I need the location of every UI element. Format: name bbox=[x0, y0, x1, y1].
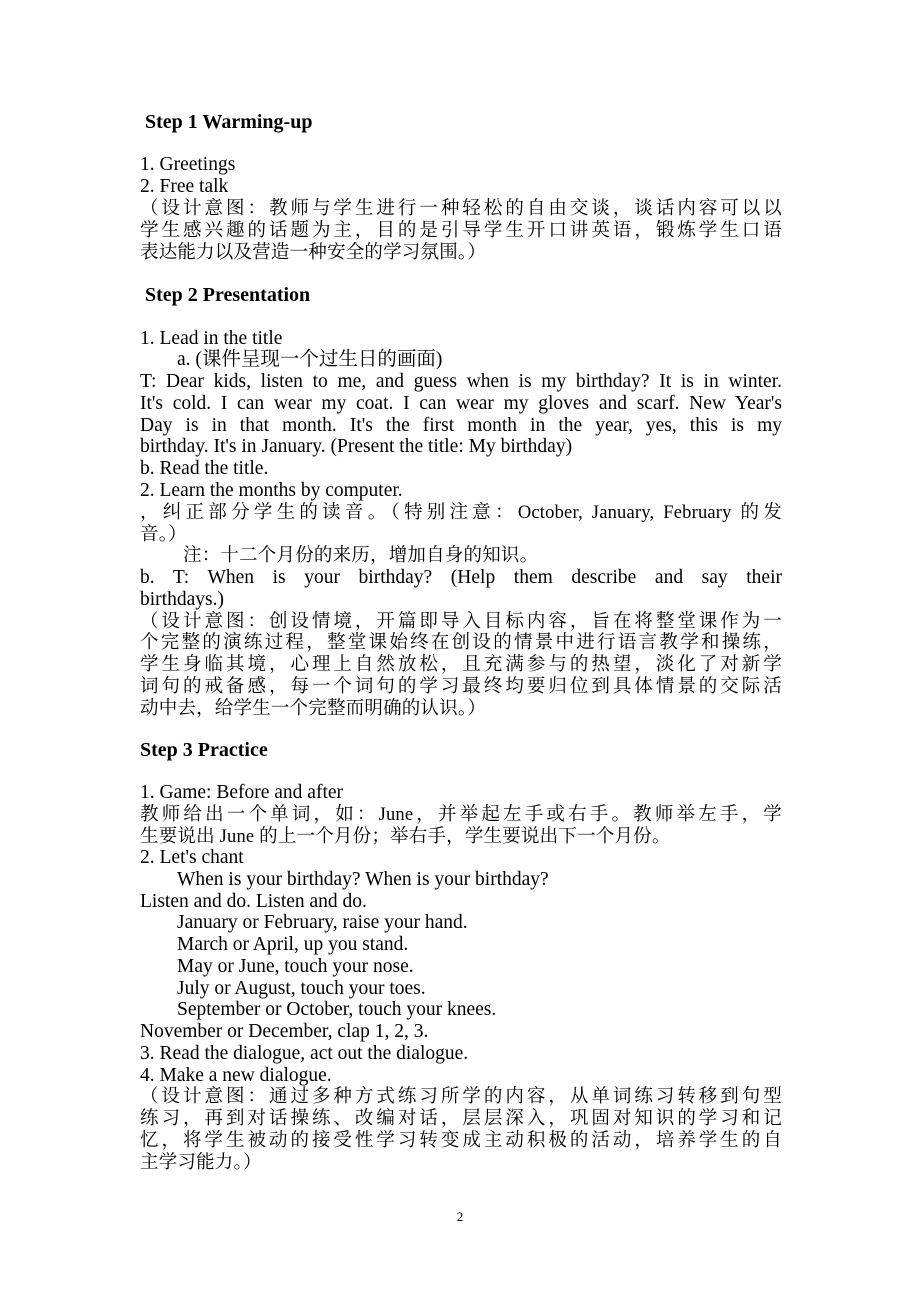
chant-line: January or February, raise your hand. bbox=[177, 912, 468, 933]
teacher-talk-line: Day is in that month. It's the first month in the year, yes, this is my bbox=[140, 415, 782, 436]
step1-design-note-line: 学生感兴趣的话题为主，目的是引导学生开口讲英语，锻炼学生口语 bbox=[140, 221, 782, 241]
page-number: 2 bbox=[456, 1209, 464, 1224]
step3-heading: Step 3 Practice bbox=[140, 739, 268, 761]
step1-item-free-talk: 2. Free talk bbox=[140, 176, 229, 197]
teacher-talk-line: T: Dear kids, listen to me, and guess when is my birthday? It is in winter. bbox=[140, 371, 782, 392]
step2-design-note-line: 词句的戒备感，每一个词句的学习最终均要归位到具体情景的交际活 bbox=[140, 677, 782, 697]
step2-design-note-line: 学生身临其境，心理上自然放松，且充满参与的热望，淡化了对新学 bbox=[140, 655, 782, 675]
step2-item-1a: a. (课件呈现一个过生日的画面) bbox=[177, 349, 443, 370]
step2-design-note-line: （设计意图：创设情境，开篇即导入目标内容，旨在将整堂课作为一 bbox=[140, 612, 782, 632]
chant-line: March or April, up you stand. bbox=[177, 934, 409, 955]
chant-line: September or October, touch your knees. bbox=[177, 999, 497, 1020]
step1-design-note-line: （设计意图：教师与学生进行一种轻松的自由交谈，谈话内容可以以 bbox=[140, 199, 782, 219]
step2-item-learn-months: 2. Learn the months by computer. bbox=[140, 480, 403, 501]
correction-line: 音。） bbox=[140, 525, 187, 545]
step2-item-2b-line: b. T: When is your birthday? (Help them describe and say their bbox=[140, 567, 782, 588]
step2-item-lead-in: 1. Lead in the title bbox=[140, 328, 283, 349]
step2-item-2b-line: birthdays.) bbox=[140, 589, 224, 610]
teacher-talk-line: It's cold. I can wear my coat. I can wear my gloves and scarf. New Year's bbox=[140, 393, 782, 414]
chant-line: When is your birthday? When is your birthday? bbox=[177, 869, 549, 890]
step3-design-note-line: 练习，再到对话操练、改编对话，层层深入，巩固对知识的学习和记 bbox=[140, 1109, 782, 1129]
game-description-line: 教师给出一个单词，如：June，并举起左手或右手。教师举左手，学 bbox=[140, 805, 782, 825]
months-origin-note: 注：十二个月份的来历，增加自身的知识。 bbox=[183, 546, 539, 566]
step1-design-note-line: 表达能力以及营造一种安全的学习氛围。） bbox=[140, 243, 487, 263]
chant-line: November or December, clap 1, 2, 3. bbox=[140, 1021, 429, 1042]
game-description-line: 生要说出 June 的上一个月份；举右手，学生要说出下一个月份。 bbox=[140, 827, 671, 847]
step3-item-read-dialogue: 3. Read the dialogue, act out the dialogue. bbox=[140, 1043, 469, 1064]
step3-design-note-line: 忆，将学生被动的接受性学习转变成主动积极的活动，培养学生的自 bbox=[140, 1131, 782, 1151]
step3-design-note-line: 主学习能力。） bbox=[140, 1153, 262, 1173]
chant-line: July or August, touch your toes. bbox=[177, 978, 426, 999]
step1-heading: Step 1 Warming-up bbox=[145, 111, 313, 133]
step3-item-game: 1. Game: Before and after bbox=[140, 782, 344, 803]
step1-item-greetings: 1. Greetings bbox=[140, 154, 236, 175]
step3-item-chant: 2. Let's chant bbox=[140, 847, 244, 868]
step2-heading: Step 2 Presentation bbox=[145, 284, 311, 306]
step3-item-new-dialogue: 4. Make a new dialogue. bbox=[140, 1065, 332, 1086]
step3-design-note-line: （设计意图：通过多种方式练习所学的内容，从单词练习转移到句型 bbox=[140, 1087, 782, 1107]
step2-item-1b: b. Read the title. bbox=[140, 458, 269, 479]
step2-design-note-line: 动中去，给学生一个完整而明确的认识。） bbox=[140, 699, 487, 719]
chant-line: Listen and do. Listen and do. bbox=[140, 891, 367, 912]
correction-line: ，纠正部分学生的读音。（特别注意：October, January, February 的发 bbox=[140, 503, 782, 523]
step2-design-note-line: 个完整的演练过程，整堂课始终在创设的情景中进行语言教学和操练， bbox=[140, 633, 782, 653]
chant-line: May or June, touch your nose. bbox=[177, 956, 414, 977]
teacher-talk-line: birthday. It's in January. (Present the title: My birthday) bbox=[140, 436, 573, 457]
